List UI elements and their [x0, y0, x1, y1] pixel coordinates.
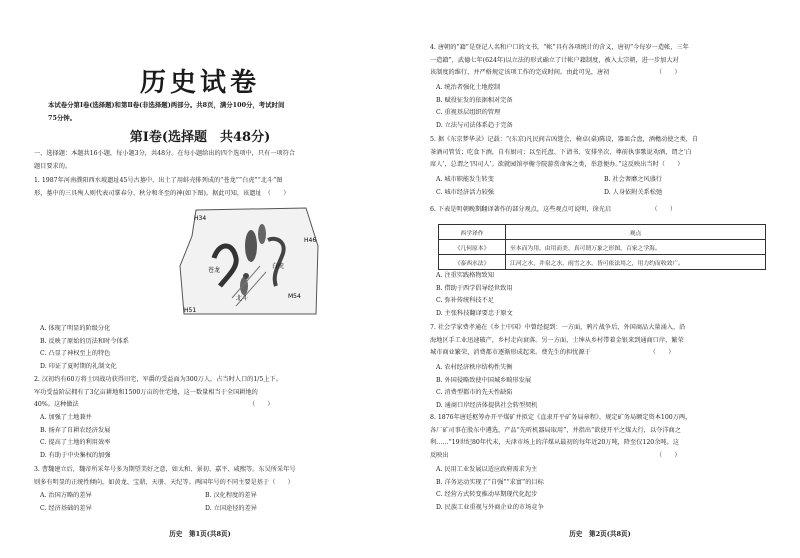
table-cell: 《泰西水法》	[439, 255, 506, 270]
option: B. 外国侵略致使中国城乡畸形发展	[436, 376, 532, 384]
question-3-stem	[34, 464, 374, 489]
intro-line: 本试卷分第Ⅰ卷(选择题)和第Ⅱ卷(非选择题)两部分。共8页，满分100分，考试时间	[48, 101, 285, 109]
stem-line: 5. 据《东京梦华录》记载：“(东京)凡民间吉凶筵会，椅卓(桌)陈设，器皿合盘，酒檐动使之类，自	[430, 136, 699, 143]
instructions-line: 题目要求的。	[34, 162, 72, 170]
stem-line: 1. 1987年河南濮阳西水坡遗址45号古墓中，出土了用蚌壳排列成的“苍龙”“白虎”“北斗”图	[34, 177, 283, 184]
label-canglong: 苍龙	[208, 267, 221, 274]
option: B. 社会奢靡之风盛行	[604, 176, 662, 183]
table-cell: 江河之水，井泉之水，雨雪之水，皆可依法用之，用力约而收效广。	[506, 255, 766, 270]
question-7-options	[436, 362, 772, 412]
stem-line: 海地区手工业迅速破产，乡村走向衰落。另一方面，土绅从乡村带着金银来到通商口岸，繁荣	[430, 336, 684, 344]
stem-line: 40%。这种做法 （ ）	[34, 401, 274, 409]
stem-line: 席人’，总谓之‘四司人’。欲就园馆亭榭寺院游赏命客之类，举意便办。”这反映出当时（ ）	[430, 161, 684, 169]
question-7-stem	[430, 322, 776, 360]
option: C. 提高了土地的利用效率	[40, 439, 111, 447]
question-8-stem	[430, 412, 776, 462]
table-cell: 至本而为用，由用而美，真可谓万象之形图，百家之学海。	[506, 240, 766, 255]
exam-title: 历史试卷	[139, 68, 260, 98]
stem-line: 该制度的维行，并严格规定该项工作的完成时间。由此可见，唐初 （ ）	[430, 69, 681, 77]
table-cell: 《几何原本》	[439, 240, 506, 255]
exam-intro	[48, 99, 370, 125]
label-h46: H46	[304, 237, 317, 244]
option: A. 统治者强化土地控制	[436, 84, 501, 91]
option: A. 治国方略的差异	[40, 492, 92, 499]
option: A. 体现了明显的阶级分化	[40, 325, 111, 332]
option: B. 汉化程度的差异	[205, 492, 257, 499]
stem-line: 茶酒司管赁；吃食下酒，自有厨司；以至托盘、下请书、安排坐次、尊前执事歌说劝酒，谓之‘白	[430, 148, 692, 156]
table-header-cell: 观点	[506, 225, 766, 240]
label-beidou: 北斗	[236, 295, 249, 302]
question-6-options	[436, 270, 772, 320]
option: D. 民族工业重视与外商企业的市场竞争	[436, 503, 544, 511]
option: D. 立国途径的差异	[205, 504, 257, 512]
section-title: 第Ⅰ卷(选择题 共48分)	[129, 130, 271, 145]
instructions	[34, 148, 374, 173]
question-1-options	[40, 323, 370, 373]
option: B. 洋务运动实现了“自强”“求富”的目标	[436, 478, 544, 486]
label-m54: M54	[288, 293, 301, 300]
stem-line: 2. 汉初约有60万将士因战功获得田宅，军爵的受益面为300万人，占当时人口的1/5上下。	[34, 376, 282, 383]
stem-line: 军功受益阶层拥有了3亿亩耕地和1500万亩的住宅地，这一数量相当于全国耕地的	[34, 388, 258, 396]
option: A. 农村经济秩序结构性失衡	[436, 364, 513, 371]
question-3-options	[40, 490, 370, 515]
option: D. 立法与司法体系趋于完备	[436, 121, 513, 129]
option: A. 注重实践格物致知	[436, 272, 494, 279]
option: B. 赋役征发的依据相对完备	[436, 96, 513, 104]
stem-line: 6. 下表是明朝晚期翻译著作的部分观点，这些观点可说明，徐光启 （ ）	[430, 206, 677, 213]
tomb-diagram	[176, 206, 322, 318]
stem-line: 形，墓中的三具殉人则代表司掌春分、秋分和冬至的神(如下图)。据此可知，该遗址 （ ）	[34, 189, 290, 197]
option: D. 印证了夏时期的礼制文化	[40, 362, 117, 370]
option-row	[40, 490, 370, 503]
option: C. 重视基层组织的管理	[436, 109, 501, 117]
stem-line: 8. 1876年唐廷枢筹办开平煤矿并拟定《直隶开平矿务局章程》，规定矿务局额定资本100万两，	[430, 414, 692, 421]
stem-line: 城市商业繁荣，消费都市逐渐形成起来。费先生的担忧源于 （ ）	[430, 349, 675, 357]
page-footer: 历史 第1页(共8页)	[169, 530, 231, 538]
stem-line: 各厂矿司事在股东中遴选，产品“先听机器局取用”，并指出“欲使开平之煤大行，以夺洋商之	[430, 426, 681, 434]
stem-line: 则多有明显的正统性倾向，如黄龙、宝鼎、天册、天纪等。两国年号的不同主要是基于（ ）	[34, 478, 294, 486]
label-baihu: 白虎	[272, 263, 285, 270]
label-h51: H51	[184, 307, 197, 314]
instructions-line: 一、选择题：本题共16小题，每小题3分，共48分。在每小题给出的四个选项中，只有一项符合	[34, 150, 295, 157]
stem-line: 利……”19世纪80年代末，天津市场上的洋煤从最初的每年近20万吨，降至仅120余吨。这	[430, 439, 679, 447]
stem-line: 反映出 （ ）	[430, 451, 681, 459]
option: C. 消费型都市的先天性缺陷	[436, 389, 513, 397]
question-1-stem	[34, 175, 374, 200]
option: D. 人身依附关系松弛	[604, 188, 663, 196]
option: A. 加强了土地兼并	[40, 414, 92, 421]
label-h34: H34	[194, 215, 207, 222]
option: D. 主张科技翻译要忠于原文	[436, 309, 513, 317]
page-footer: 历史 第2页(共8页)	[569, 530, 631, 538]
option: C. 凸显了神权至上的特色	[40, 350, 111, 358]
option: C. 经济基础的差异	[40, 504, 92, 512]
question-2-stem	[34, 374, 374, 412]
stem-line: 4. 唐朝的“籍”是登记人名和户口的文书，“帐”具有各项统计的含义，唐初“今每岁一造帐，三年	[430, 44, 689, 51]
question-2-options	[40, 412, 370, 462]
option: B. 借助于西学倡导经世致用	[436, 284, 513, 292]
stem-line: 3. 曹魏建立后，魏帝所采年号多为期望美好之意，如太和、景初、嘉平、咸熙等。东吴所采年号	[34, 466, 296, 473]
intro-line: 75分钟。	[48, 114, 77, 122]
option: C. 弥补传统科技不足	[436, 297, 494, 305]
option-row	[40, 503, 370, 516]
option: B. 扬弃了自耕农经济发展	[40, 426, 111, 434]
question-8-options	[436, 464, 772, 514]
page-2-lower	[400, 0, 800, 558]
option: C. 城市经济活力较强	[436, 188, 494, 196]
option: D. 有助于中央集权的加强	[40, 451, 111, 459]
option: A. 民用工业发展以适应政府需求为主	[436, 466, 538, 473]
option: A. 城市职能发生转变	[436, 176, 494, 183]
stem-line: 一造籍”，武德七年(624年)以立法的形式确立了计帐户籍制度，被入太宗朝，进一步加大对	[430, 56, 679, 64]
stem-line: 7. 社会学家费孝通在《乡土中国》中曾经提到：一方面，鸦片战争后，外国商品大量涌入，沿	[430, 324, 686, 331]
option: B. 反映了原始的历法和时令体系	[40, 337, 129, 345]
option: D. 通商口岸经济体提供社会转型契机	[436, 401, 538, 409]
option: C. 经营方式转变推动早期现代化起步	[436, 491, 538, 499]
table-header-cell: 西学译作	[439, 225, 506, 240]
